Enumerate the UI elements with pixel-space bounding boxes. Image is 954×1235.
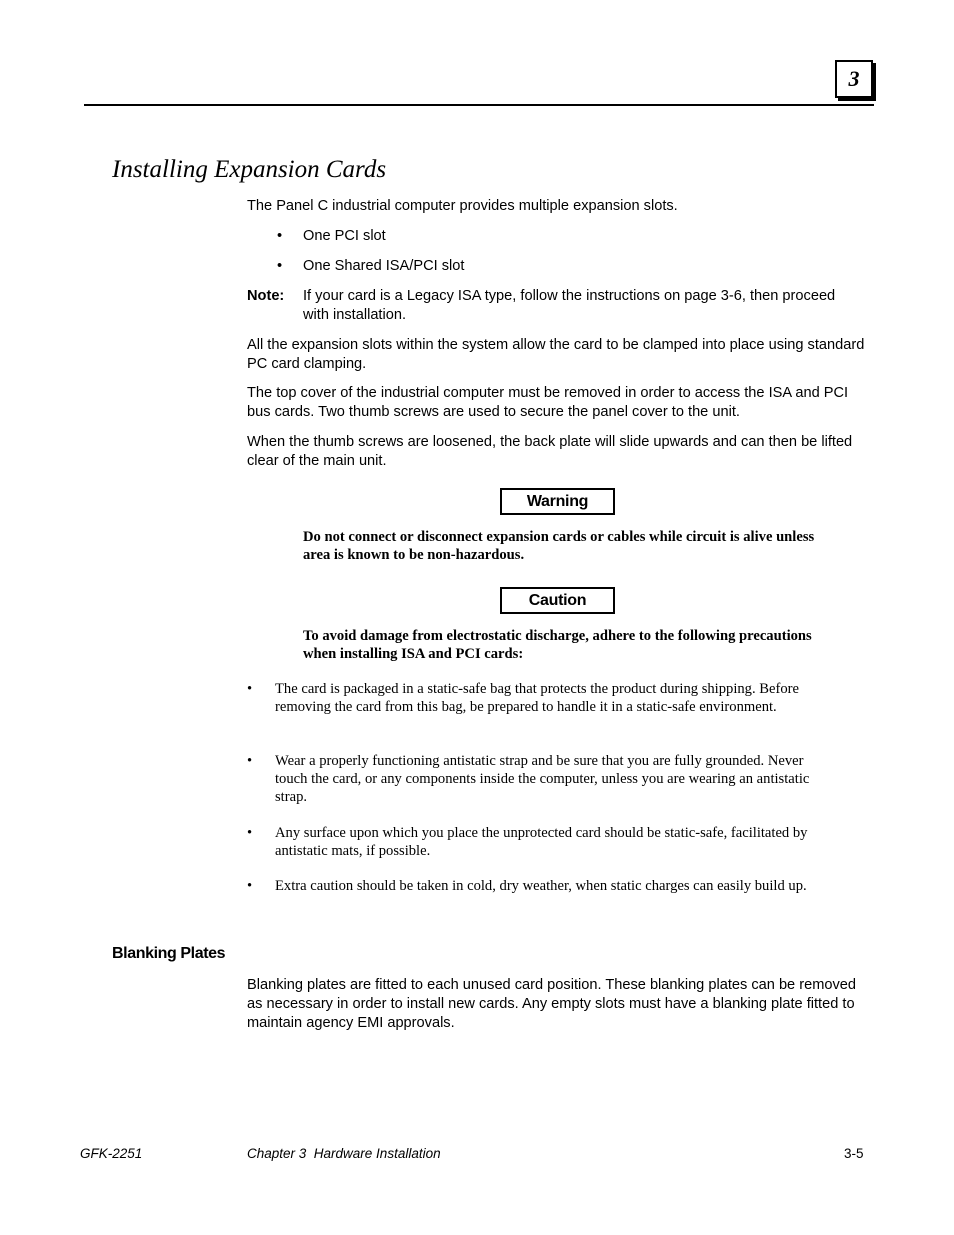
clamping-paragraph: All the expansion slots within the system allow the card to be clamped into place using standard PC card clamping. (247, 337, 865, 372)
blanking-plates-heading: Blanking Plates (112, 945, 226, 962)
bullet-icon: • (277, 228, 283, 244)
footer-doc-id: GFK-2251 (80, 1146, 143, 1161)
note-label: Note: (247, 288, 285, 304)
blanking-plates-paragraph: Blanking plates are fitted to each unused card position. These blanking plates can be removed as necessary in order to install new cards. Any empty slots must have a blanking plate fitted to maintain agency EMI approvals. (247, 977, 857, 1031)
caution-text: To avoid damage from electrostatic discharge, adhere to the following precautions when installing ISA and PCI cards: (303, 628, 812, 662)
precaution-text: The card is packaged in a static-safe bag that protects the product during shipping. Before removing the card from this bag, be prepared to handle it in a static-safe environment. (275, 681, 799, 715)
cover-paragraph: The top cover of the industrial computer must be removed in order to access the ISA and PCI bus cards. Two thumb screws are used to secure the panel cover to the unit. (247, 385, 849, 420)
bullet-icon: • (247, 681, 253, 697)
bullet-icon: • (277, 258, 283, 274)
thumb-screw-paragraph: When the thumb screws are loosened, the back plate will slide upwards and can then be lifted clear of the main unit. (247, 434, 853, 469)
warning-text: Do not connect or disconnect expansion cards or cables while circuit is alive unless area is known to be non-hazardous. (303, 529, 815, 563)
footer-page-number: 3-5 (844, 1146, 864, 1161)
warning-label-box: Warning (500, 488, 615, 515)
caution-label-box: Caution (500, 587, 615, 614)
bullet-icon: • (247, 753, 253, 769)
section-title: Installing Expansion Cards (112, 156, 387, 183)
slot-list-item-text: One Shared ISA/PCI slot (303, 258, 465, 274)
bullet-icon: • (247, 825, 253, 841)
bullet-icon: • (247, 878, 253, 894)
slot-list-item-text: One PCI slot (303, 228, 386, 244)
chapter-number-badge: 3 (835, 60, 873, 98)
note-text: If your card is a Legacy ISA type, follow the instructions on page 3-6, then proceed with installation. (303, 288, 836, 323)
header-rule (84, 104, 874, 106)
precaution-text: Wear a properly functioning antistatic strap and be sure that you are fully grounded. Never touch the card, or any components inside the computer, unless you are wearing an antistatic strap. (275, 753, 810, 805)
footer-chapter: Chapter 3 Hardware Installation (247, 1146, 441, 1161)
precaution-text: Any surface upon which you place the unprotected card should be static-safe, facilitated by antistatic mats, if possible. (275, 825, 808, 859)
intro-paragraph: The Panel C industrial computer provides multiple expansion slots. (247, 198, 678, 214)
precaution-text: Extra caution should be taken in cold, dry weather, when static charges can easily build up. (275, 878, 807, 894)
